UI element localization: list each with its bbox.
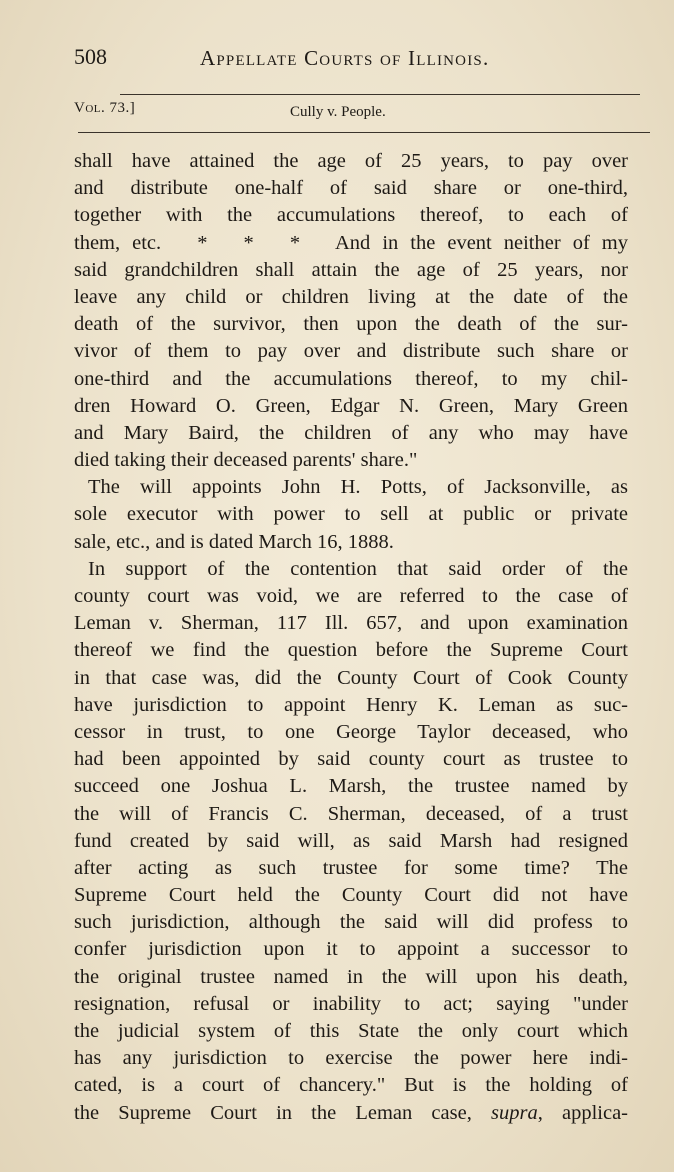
text-line: after acting as such trustee for some time? The: [74, 856, 628, 879]
text-segment: , applica-: [537, 1101, 628, 1124]
text-line: In support of the contention that said order of the: [88, 557, 628, 580]
text-line: the judicial system of this State the only court which: [74, 1020, 628, 1042]
running-head: [74, 42, 634, 76]
header-rule-bottom: [78, 132, 650, 133]
text-line: death of the survivor, then upon the death of the sur-: [74, 313, 628, 336]
text-line: cessor in trust, to one George Taylor deceased, who: [74, 720, 628, 743]
text-line: fund created by said will, as said Marsh had resigned: [74, 829, 628, 852]
text-line: said grandchildren shall attain the age of 25 years, nor: [74, 258, 628, 281]
text-line: one-third and the accumulations thereof, to my chil-: [74, 367, 628, 390]
text-line: confer jurisdiction upon it to appoint a successor to: [74, 938, 628, 961]
text-line: in that case was, did the County Court of Cook County: [74, 666, 628, 689]
text-line: had been appointed by said county court as trustee to: [74, 748, 628, 771]
text-line: and Mary Baird, the children of any who may have: [74, 421, 628, 444]
text-line: Leman v. Sherman, 117 Ill. 657, and upon examination: [74, 612, 628, 635]
text-line: sole executor with power to sell at public or private: [74, 503, 628, 526]
text-line: has any jurisdiction to exercise the power here indi-: [74, 1047, 628, 1070]
case-name: Cully v. People.: [290, 104, 386, 120]
text-line: the original trustee named in the will upon his death,: [74, 965, 628, 988]
text-line: sale, etc., and is dated March 16, 1888.: [74, 530, 394, 553]
text-line: county court was void, we are referred to the case of: [74, 585, 628, 607]
text-line: thereof we find the question before the Supreme Court: [74, 639, 628, 662]
text-line: died taking their deceased parents' share.": [74, 449, 418, 472]
italic-citation: supra: [490, 1101, 538, 1124]
page-number: 508: [74, 44, 107, 69]
volume-label: Vol. 73.]: [74, 100, 136, 116]
text-line: and distribute one-half of said share or one-third,: [74, 177, 628, 200]
text-line: the will of Francis C. Sherman, deceased, of a trust: [74, 802, 628, 825]
text-line: them, etc. * * * And in the event neither of my: [74, 231, 628, 254]
text-line: shall have attained the age of 25 years, to pay over: [74, 150, 628, 172]
text-line: dren Howard O. Green, Edgar N. Green, Mary Green: [74, 394, 628, 417]
text-line: vivor of them to pay over and distribute such share or: [74, 340, 628, 363]
text-line: together with the accumulations thereof, to each of: [74, 204, 628, 227]
text-line-final: [74, 1100, 628, 1127]
text-line: Supreme Court held the County Court did not have: [74, 884, 628, 907]
text-line: have jurisdiction to appoint Henry K. Leman as suc-: [74, 693, 628, 716]
body-text: [74, 148, 628, 1127]
header-rule-top: [120, 94, 640, 95]
text-line: succeed one Joshua L. Marsh, the trustee named by: [74, 775, 628, 798]
text-line: The will appoints John H. Potts, of Jacksonville, as: [88, 476, 628, 499]
case-subheading: [74, 98, 634, 124]
text-line: such jurisdiction, although the said will did profess to: [74, 911, 628, 934]
text-segment: the Supreme Court in the Leman case,: [74, 1101, 491, 1124]
text-line: resignation, refusal or inability to act; saying "under: [74, 992, 628, 1015]
text-line: cated, is a court of chancery." But is the holding of: [74, 1074, 628, 1097]
text-line: leave any child or children living at the date of the: [74, 285, 628, 308]
running-title: Appellate Courts of Illinois.: [200, 46, 490, 70]
